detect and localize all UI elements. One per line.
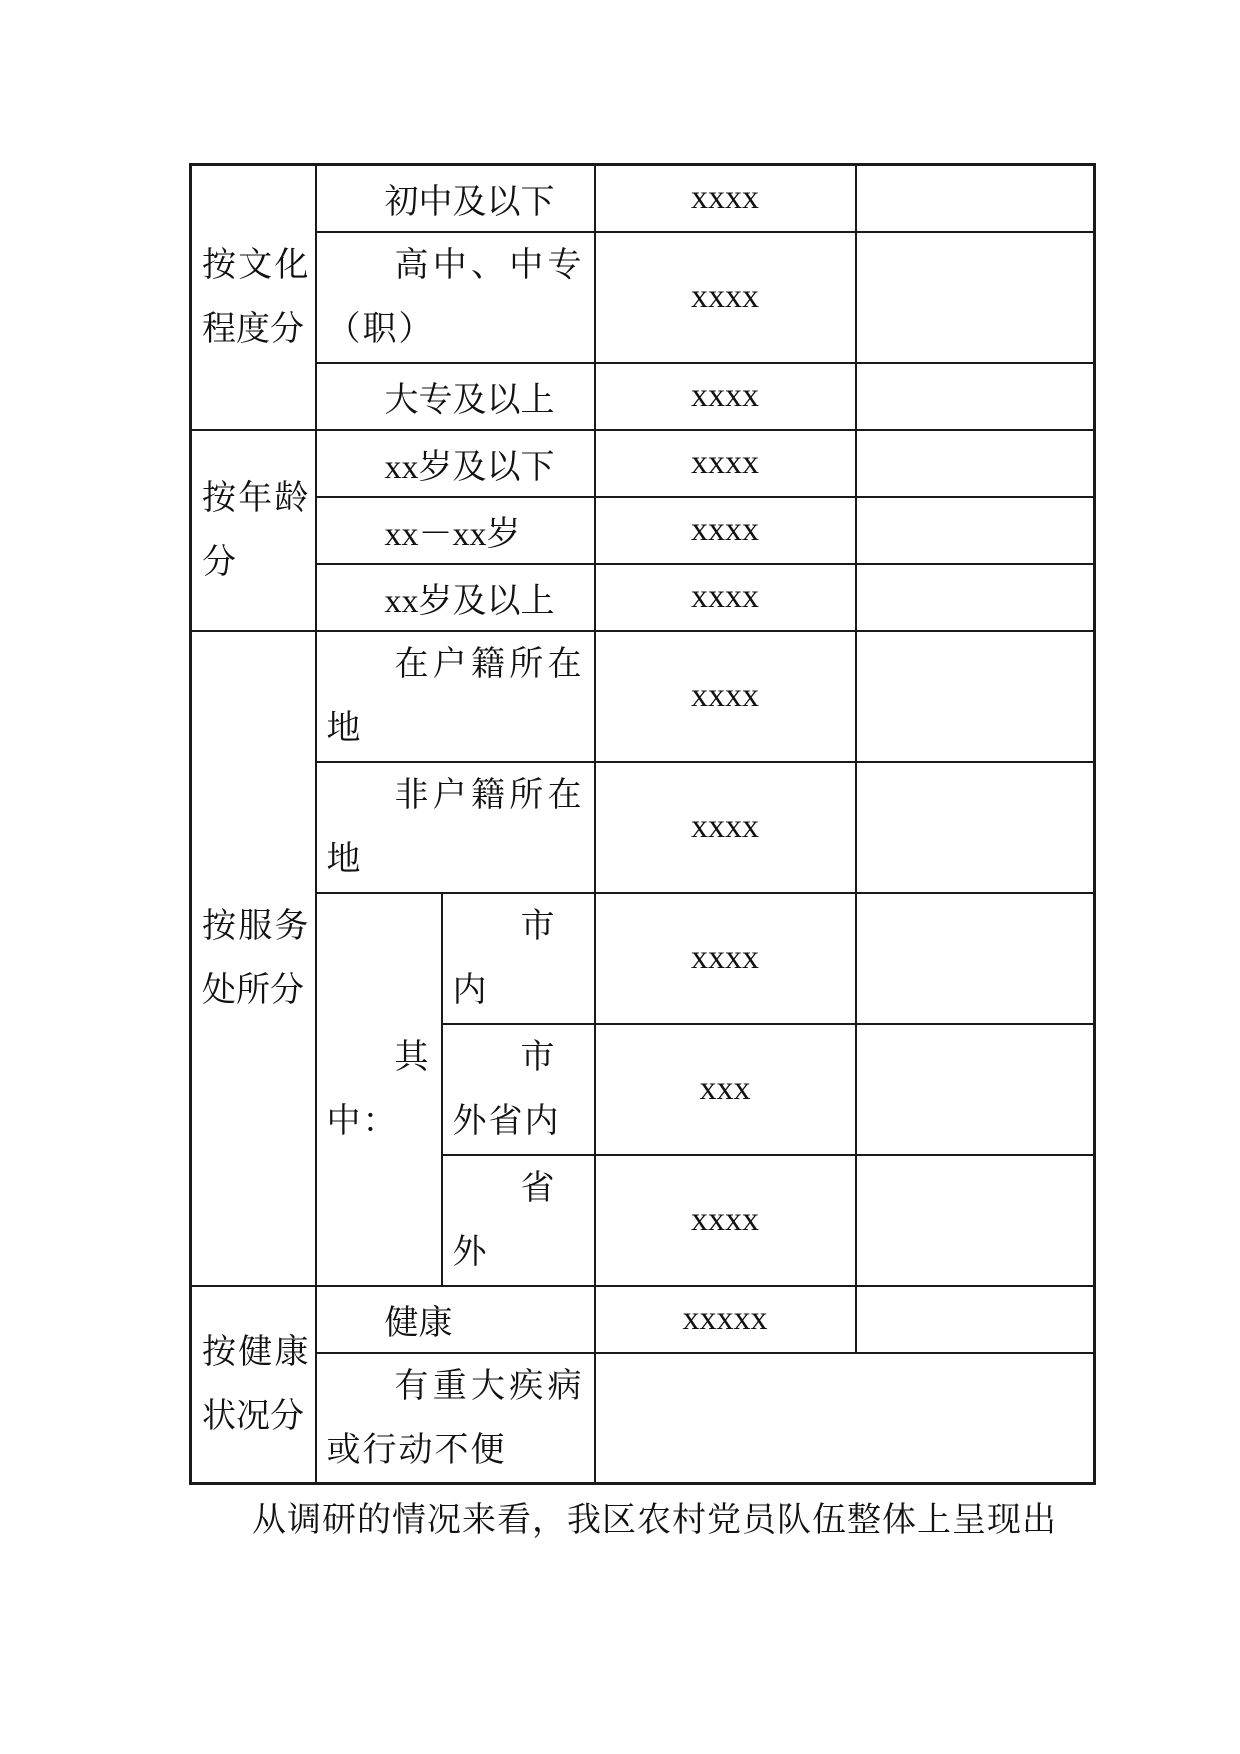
row-label: 高中、中专（职） — [316, 232, 595, 363]
empty-cell — [856, 497, 1095, 564]
row-label — [316, 497, 595, 564]
empty-cell — [856, 1155, 1095, 1286]
table-row — [191, 232, 1095, 363]
table-row — [191, 430, 1095, 497]
row-label — [316, 564, 595, 631]
table-row — [191, 497, 1095, 564]
label-number: xx — [384, 582, 419, 620]
table-row — [191, 165, 1095, 232]
empty-cell — [856, 631, 1095, 762]
sub-group-label: 其中： — [316, 893, 442, 1286]
table-row — [191, 1286, 1095, 1353]
row-label: 健康 — [316, 1286, 595, 1353]
empty-cell — [856, 363, 1095, 430]
category-education: 按文化程度分 — [191, 165, 316, 430]
sub-row-label: 市外省内 — [442, 1024, 595, 1155]
row-value: xxxx — [595, 762, 856, 893]
row-label: 初中及以下 — [316, 165, 595, 232]
label-text: 岁及以上 — [418, 580, 555, 621]
empty-cell — [856, 893, 1095, 1024]
label-text: 岁 — [486, 513, 521, 554]
row-value — [595, 1353, 1095, 1484]
row-label: 在户籍所在地 — [316, 631, 595, 762]
statistics-table — [189, 163, 1096, 1485]
category-age: 按年龄分 — [191, 430, 316, 631]
row-label: 有重大疾病或行动不便 — [316, 1353, 595, 1484]
row-label — [316, 430, 595, 497]
table-row — [191, 1353, 1095, 1484]
row-value: xxxxx — [595, 1286, 856, 1353]
table-row — [191, 762, 1095, 893]
row-label: 非户籍所在地 — [316, 762, 595, 893]
empty-cell — [856, 1024, 1095, 1155]
label-number: xx－xx — [384, 515, 487, 553]
label-text: 岁及以下 — [418, 446, 555, 487]
empty-cell — [856, 430, 1095, 497]
empty-cell — [856, 564, 1095, 631]
table-row — [191, 893, 1095, 1024]
row-value: xxxx — [595, 232, 856, 363]
row-value: xxxx — [595, 893, 856, 1024]
empty-cell — [856, 1286, 1095, 1353]
empty-cell — [856, 165, 1095, 232]
empty-cell — [856, 762, 1095, 893]
category-health: 按健康状况分 — [191, 1286, 316, 1484]
table-row — [191, 564, 1095, 631]
row-value: xxxx — [595, 497, 856, 564]
row-value: xxxx — [595, 165, 856, 232]
body-paragraph: 从调研的情况来看，我区农村党员队伍整体上呈现出 — [252, 1500, 1057, 1540]
category-service: 按服务处所分 — [191, 631, 316, 1286]
row-label: 大专及以上 — [316, 363, 595, 430]
row-value: xxxx — [595, 430, 856, 497]
row-value: xxxx — [595, 363, 856, 430]
empty-cell — [856, 232, 1095, 363]
label-number: xx — [384, 448, 419, 486]
row-value: xxx — [595, 1024, 856, 1155]
row-value: xxxx — [595, 564, 856, 631]
table-row — [191, 363, 1095, 430]
row-value: xxxx — [595, 1155, 856, 1286]
row-value: xxxx — [595, 631, 856, 762]
sub-row-label: 省外 — [442, 1155, 595, 1286]
sub-row-label: 市内 — [442, 893, 595, 1024]
table-row — [191, 631, 1095, 762]
